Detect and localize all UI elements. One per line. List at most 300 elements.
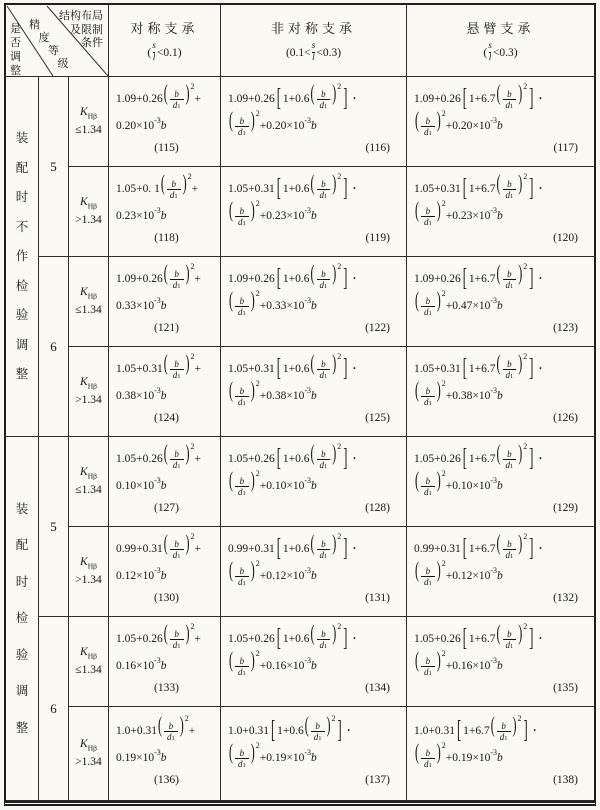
b-over-d1-squared-fraction xyxy=(496,79,528,111)
fraction-denominator: d1 xyxy=(235,126,249,138)
column-header-asymmetric xyxy=(221,5,407,77)
b-over-d1-squared-fraction xyxy=(163,349,195,381)
formula-line-1 xyxy=(116,169,217,202)
fraction-denominator: d1 xyxy=(317,459,331,471)
fraction xyxy=(503,270,517,291)
formula-line-1 xyxy=(116,619,217,652)
bracket-inner-coefficient: 1+6.7 xyxy=(468,542,496,555)
fraction-denominator: d1 xyxy=(421,758,435,770)
left-paren: ( xyxy=(310,349,315,376)
formula-line-1 xyxy=(116,79,217,112)
fraction xyxy=(167,180,181,201)
multiplication-dot: · xyxy=(346,724,351,737)
linear-coefficient: 0.12×10 xyxy=(116,569,155,582)
left-paren: ( xyxy=(163,439,168,466)
condition-prefix: (0.1< xyxy=(285,46,311,59)
left-paren: ( xyxy=(496,529,501,556)
corner-cond-line-1: 结构布局 xyxy=(59,10,103,22)
right-bracket: ] xyxy=(529,623,534,652)
khb-condition-cell xyxy=(69,617,109,707)
linear-coefficient: 0.10×10 xyxy=(452,479,491,492)
exponent: -3 xyxy=(490,386,498,395)
k-letter: K xyxy=(80,466,88,479)
column-condition xyxy=(147,42,181,63)
left-paren: ( xyxy=(229,646,233,673)
fraction-denominator: d1 xyxy=(503,369,517,381)
fraction-denominator: d1 xyxy=(167,189,181,201)
fraction xyxy=(170,540,184,561)
coefficient-prefix: 1.09+0.26 xyxy=(414,92,461,105)
b-over-d1-squared-fraction xyxy=(310,169,342,201)
khb-symbol xyxy=(80,194,97,212)
fraction-denominator: d1 xyxy=(170,369,184,381)
formula-line-2 xyxy=(116,562,217,589)
plus-sign: + xyxy=(188,724,196,737)
left-paren: ( xyxy=(229,196,233,223)
linear-coefficient: 0.47×10 xyxy=(452,299,491,312)
right-paren: ) xyxy=(518,439,523,466)
bracket-inner-coefficient: 1+0.6 xyxy=(282,452,310,465)
fraction xyxy=(421,207,435,228)
k-letter: K xyxy=(80,556,88,569)
bracket-inner-coefficient: 1+6.7 xyxy=(468,92,496,105)
group-label-char: 调 xyxy=(15,337,29,352)
b-variable: b xyxy=(311,209,317,222)
bracket-inner-coefficient: 1+6.7 xyxy=(468,182,496,195)
column-header-symmetric xyxy=(109,5,221,77)
linear-coefficient: 0.19×10 xyxy=(116,751,155,764)
formula-cell-cantilever xyxy=(407,707,594,801)
right-paren: ) xyxy=(332,529,337,556)
coefficient-prefix: 0.99+0.31 xyxy=(414,542,461,555)
formula-cell-asymmetric xyxy=(221,77,407,167)
fraction-denominator: d1 xyxy=(503,639,517,651)
squared-exponent: 2 xyxy=(441,468,446,478)
khb-symbol xyxy=(80,736,97,754)
squared-exponent: 2 xyxy=(337,171,342,181)
b-variable: b xyxy=(160,479,167,492)
fraction xyxy=(317,270,331,291)
denominator-subscript: 1 xyxy=(428,310,432,318)
khb-condition-cell xyxy=(69,167,109,257)
linear-coefficient: 0.38×10 xyxy=(116,389,155,402)
formula-line-2 xyxy=(414,556,591,589)
fraction xyxy=(421,117,435,138)
fraction-numerator: b xyxy=(425,295,431,306)
formula-cell-symmetric xyxy=(109,437,221,527)
fraction xyxy=(235,387,249,408)
k-subscript: Hβ xyxy=(87,561,97,571)
fraction-denominator: d1 xyxy=(503,189,517,201)
fraction-denominator: l xyxy=(488,52,492,63)
right-bracket: ] xyxy=(343,533,348,562)
plus-sign: + xyxy=(259,569,267,582)
plus-sign: + xyxy=(259,209,267,222)
fraction xyxy=(421,657,435,678)
linear-coefficient: 0.23×10 xyxy=(116,209,155,222)
k-letter: K xyxy=(80,738,88,751)
denominator-subscript: 1 xyxy=(318,735,322,743)
k-subscript: Hβ xyxy=(87,381,97,391)
multiplication-dot: · xyxy=(352,92,357,105)
fraction-denominator: d1 xyxy=(235,216,249,228)
squared-exponent: 2 xyxy=(190,441,195,451)
left-paren: ( xyxy=(158,711,162,738)
equation-number: (131) xyxy=(365,591,390,604)
left-paren: ( xyxy=(163,79,168,106)
left-paren: ( xyxy=(415,466,419,493)
plus-sign: + xyxy=(259,751,267,764)
plus-sign: + xyxy=(445,569,453,582)
group-label-char: 验 xyxy=(15,308,29,323)
left-paren: ( xyxy=(415,556,419,583)
left-paren: ( xyxy=(496,439,501,466)
exponent: -3 xyxy=(154,656,161,665)
formula-cell-cantilever xyxy=(407,527,594,617)
plus-sign: + xyxy=(445,751,453,764)
fraction xyxy=(170,450,184,471)
multiplication-dot: · xyxy=(538,632,543,645)
right-paren: ) xyxy=(250,196,255,223)
right-paren: ) xyxy=(512,711,517,738)
multiplication-dot: · xyxy=(352,542,357,555)
formula-line-2 xyxy=(414,286,591,319)
formula-line-1 xyxy=(116,711,217,744)
multiplication-dot: · xyxy=(538,92,543,105)
denominator-subscript: 1 xyxy=(242,130,246,138)
fraction xyxy=(235,297,249,318)
denominator-subscript: 1 xyxy=(242,400,246,408)
left-paren: ( xyxy=(310,619,315,646)
squared-exponent: 2 xyxy=(523,621,528,631)
b-over-d1-squared-fraction xyxy=(228,196,260,228)
equation-number: (117) xyxy=(553,141,578,154)
condition-prefix: ( xyxy=(483,46,488,59)
coefficient-prefix: 1.09+0.26 xyxy=(116,272,163,285)
fraction-denominator: d1 xyxy=(235,666,249,678)
b-over-d1-squared-fraction xyxy=(163,259,195,291)
fraction-denominator: d1 xyxy=(317,189,331,201)
right-paren: ) xyxy=(518,529,523,556)
b-over-d1-squared-fraction xyxy=(228,376,260,408)
right-bracket: ] xyxy=(343,443,348,472)
plus-sign: + xyxy=(259,479,267,492)
b-variable: b xyxy=(497,119,503,132)
b-over-d1-squared-fraction xyxy=(163,529,195,561)
bracket-inner-coefficient: 1+0.6 xyxy=(282,272,310,285)
denominator-subscript: 1 xyxy=(324,283,328,291)
multiplication-dot: · xyxy=(352,632,357,645)
squared-exponent: 2 xyxy=(441,198,446,208)
khb-condition-value: >1.34 xyxy=(75,574,102,587)
b-variable: b xyxy=(160,299,167,312)
bracket-inner-coefficient: 1+0.6 xyxy=(282,92,310,105)
group-label-char: 时 xyxy=(15,190,29,205)
denominator-subscript: 1 xyxy=(428,400,432,408)
squared-exponent: 2 xyxy=(523,531,528,541)
bracket-inner-coefficient: 1+0.6 xyxy=(282,632,310,645)
precision-grade-cell xyxy=(39,77,69,257)
corner-grade-char: 级 xyxy=(57,58,69,70)
b-over-d1-squared-fraction xyxy=(310,79,342,111)
fraction-denominator: l xyxy=(312,52,315,63)
left-paren: ( xyxy=(310,259,315,286)
fraction-denominator: d1 xyxy=(164,731,178,743)
plus-sign: + xyxy=(259,659,267,672)
corner-cond-line-3: 条件 xyxy=(81,37,103,49)
right-paren: ) xyxy=(185,529,190,556)
fraction-numerator: b xyxy=(174,268,179,279)
fraction-numerator: b xyxy=(321,538,326,549)
denominator-subscript: 1 xyxy=(242,220,246,228)
exponent: -3 xyxy=(490,116,498,125)
b-over-d1-squared-fraction xyxy=(228,738,260,770)
b-over-d1-squared-fraction xyxy=(228,106,260,138)
fraction xyxy=(497,722,511,743)
b-variable: b xyxy=(311,299,317,312)
squared-exponent: 2 xyxy=(523,441,528,451)
khb-symbol xyxy=(80,464,97,482)
right-paren: ) xyxy=(179,711,184,738)
right-bracket: ] xyxy=(523,715,528,744)
squared-exponent: 2 xyxy=(337,441,342,451)
squared-exponent: 2 xyxy=(190,621,195,631)
left-paren: ( xyxy=(160,169,165,196)
b-variable: b xyxy=(311,659,317,672)
fraction-numerator: b xyxy=(239,475,245,486)
fraction-numerator: b xyxy=(321,448,326,459)
exponent: -3 xyxy=(490,296,498,305)
fraction xyxy=(503,450,517,471)
right-paren: ) xyxy=(250,466,255,493)
k-subscript: Hβ xyxy=(87,201,97,211)
fraction xyxy=(170,630,184,651)
formula-line-2 xyxy=(228,646,403,679)
left-paren: ( xyxy=(229,738,233,765)
right-paren: ) xyxy=(436,196,441,223)
fraction-denominator: d1 xyxy=(421,126,435,138)
squared-exponent: 2 xyxy=(337,351,342,361)
coefficient-prefix: 1.09+0.26 xyxy=(414,272,461,285)
right-paren: ) xyxy=(436,286,441,313)
khb-condition-cell xyxy=(69,527,109,617)
right-paren: ) xyxy=(250,738,255,765)
squared-exponent: 2 xyxy=(523,351,528,361)
fraction-denominator: d1 xyxy=(421,306,435,318)
b-variable: b xyxy=(160,569,167,582)
formula-line-2 xyxy=(116,202,217,229)
fraction-numerator: b xyxy=(168,720,174,731)
corner-grade-char: 度 xyxy=(38,32,50,44)
b-over-d1-squared-fraction xyxy=(496,529,528,561)
fraction xyxy=(503,540,517,561)
multiplication-dot: · xyxy=(538,452,543,465)
formula-cell-symmetric xyxy=(109,347,221,437)
denominator-subscript: 1 xyxy=(324,463,328,471)
equation-number: (116) xyxy=(365,141,390,154)
denominator-subscript: 1 xyxy=(510,463,514,471)
precision-grade-value: 6 xyxy=(50,700,57,716)
denominator-subscript: 1 xyxy=(177,643,181,651)
fraction xyxy=(503,630,517,651)
right-paren: ) xyxy=(250,286,255,313)
k-letter: K xyxy=(80,106,88,119)
squared-exponent: 2 xyxy=(255,740,260,750)
fraction xyxy=(170,90,184,111)
fraction-numerator: b xyxy=(174,538,179,549)
left-bracket: [ xyxy=(276,623,281,652)
equation-number: (130) xyxy=(154,591,179,604)
right-paren: ) xyxy=(332,439,337,466)
fraction xyxy=(421,477,435,498)
equation-number: (115) xyxy=(154,141,179,154)
coefficient-prefix: 1.05+0.26 xyxy=(414,632,461,645)
left-paren: ( xyxy=(163,529,168,556)
equation-number: (132) xyxy=(553,591,578,604)
fraction-numerator: b xyxy=(321,358,326,369)
fraction-numerator: b xyxy=(321,88,326,99)
right-paren: ) xyxy=(326,711,331,738)
b-variable: b xyxy=(497,751,503,764)
right-bracket: ] xyxy=(529,443,534,472)
s-over-l-fraction xyxy=(312,42,316,63)
k-letter: K xyxy=(80,196,88,209)
squared-exponent: 2 xyxy=(255,468,260,478)
fraction-numerator: b xyxy=(321,178,326,189)
b-variable: b xyxy=(497,479,503,492)
formula-cell-asymmetric xyxy=(221,527,407,617)
linear-coefficient: 0.20×10 xyxy=(452,119,491,132)
fraction xyxy=(317,90,331,111)
formula-cell-symmetric xyxy=(109,167,221,257)
exponent: -3 xyxy=(304,386,312,395)
formula-cell-cantilever xyxy=(407,437,594,527)
squared-exponent: 2 xyxy=(190,81,195,91)
coefficient-prefix: 1.09+0.26 xyxy=(116,92,163,105)
fraction-numerator: s xyxy=(152,41,156,51)
b-over-d1-squared-fraction xyxy=(163,439,195,471)
b-over-d1-squared-fraction xyxy=(414,466,446,498)
denominator-subscript: 1 xyxy=(324,373,328,381)
left-bracket: [ xyxy=(457,715,462,744)
fraction-denominator: d1 xyxy=(421,666,435,678)
plus-sign: + xyxy=(445,119,453,132)
formula-cell-symmetric xyxy=(109,707,221,801)
denominator-subscript: 1 xyxy=(428,220,432,228)
denominator-subscript: 1 xyxy=(174,193,178,201)
right-paren: ) xyxy=(332,619,337,646)
left-paren: ( xyxy=(310,79,315,106)
formula-cell-cantilever xyxy=(407,257,594,347)
right-paren: ) xyxy=(185,259,190,286)
fraction xyxy=(164,722,178,743)
exponent: -3 xyxy=(304,206,312,215)
denominator-subscript: 1 xyxy=(177,553,181,561)
b-over-d1-squared-fraction xyxy=(414,286,446,318)
formula-line-2 xyxy=(414,376,591,409)
exponent: -3 xyxy=(304,656,312,665)
fraction-denominator: d1 xyxy=(235,306,249,318)
exponent: -3 xyxy=(154,116,161,125)
exponent: -3 xyxy=(154,566,161,575)
denominator-subscript: 1 xyxy=(428,670,432,678)
linear-coefficient: 0.38×10 xyxy=(452,389,491,402)
corner-adjust-char: 否 xyxy=(10,37,21,50)
denominator-subscript: 1 xyxy=(177,103,181,111)
k-letter: K xyxy=(80,376,88,389)
k-letter: K xyxy=(80,646,88,659)
formula-line-2 xyxy=(414,738,591,771)
denominator-subscript: 1 xyxy=(428,490,432,498)
formula-line-2 xyxy=(116,472,217,499)
b-variable: b xyxy=(311,389,317,402)
left-paren: ( xyxy=(310,529,315,556)
bracket-inner-coefficient: 1+0.6 xyxy=(277,724,304,737)
linear-coefficient: 0.19×10 xyxy=(452,751,491,764)
exponent: -3 xyxy=(304,476,312,485)
formula-cell-cantilever xyxy=(407,77,594,167)
k-subscript: Hβ xyxy=(87,471,97,481)
squared-exponent: 2 xyxy=(255,108,260,118)
b-over-d1-squared-fraction xyxy=(310,259,342,291)
exponent: -3 xyxy=(154,476,161,485)
left-paren: ( xyxy=(496,169,501,196)
plus-sign: + xyxy=(259,299,267,312)
exponent: -3 xyxy=(154,206,161,215)
formula-cell-asymmetric xyxy=(221,437,407,527)
formula-line-1 xyxy=(116,349,217,382)
formula-cell-asymmetric xyxy=(221,257,407,347)
b-over-d1-squared-fraction xyxy=(414,106,446,138)
formula-line-2 xyxy=(116,112,217,139)
right-bracket: ] xyxy=(343,623,348,652)
b-over-d1-squared-fraction xyxy=(414,738,446,770)
fraction-denominator: d1 xyxy=(421,216,435,228)
b-over-d1-squared-fraction xyxy=(157,711,189,743)
fraction-denominator: d1 xyxy=(503,99,517,111)
bracket-inner-coefficient: 1+0.6 xyxy=(282,542,310,555)
squared-exponent: 2 xyxy=(190,531,195,541)
left-paren: ( xyxy=(415,376,419,403)
squared-exponent: 2 xyxy=(255,378,260,388)
plus-sign: + xyxy=(445,389,453,402)
khb-condition-value: ≤1.34 xyxy=(75,664,102,677)
equation-number: (127) xyxy=(154,501,179,514)
plus-sign: + xyxy=(259,119,267,132)
right-paren: ) xyxy=(250,376,255,403)
coefficient-prefix: 1.0+0.31 xyxy=(228,724,269,737)
formula-cell-cantilever xyxy=(407,617,594,707)
squared-exponent: 2 xyxy=(441,108,446,118)
b-over-d1-squared-fraction xyxy=(310,349,342,381)
exponent: -3 xyxy=(490,566,498,575)
formula-line-1 xyxy=(116,529,217,562)
denominator-subscript: 1 xyxy=(428,762,432,770)
k-subscript: Hβ xyxy=(87,291,97,301)
linear-coefficient: 0.12×10 xyxy=(452,569,491,582)
denominator-subscript: 1 xyxy=(177,283,181,291)
linear-coefficient: 0.33×10 xyxy=(116,299,155,312)
fraction-numerator: b xyxy=(174,88,179,99)
left-paren: ( xyxy=(163,259,168,286)
exponent: -3 xyxy=(154,386,161,395)
fraction xyxy=(317,180,331,201)
khb-symbol xyxy=(80,374,97,392)
formula-line-2 xyxy=(228,196,403,229)
fraction xyxy=(235,749,249,770)
fraction-numerator: b xyxy=(174,358,179,369)
formula-line-2 xyxy=(228,738,403,771)
